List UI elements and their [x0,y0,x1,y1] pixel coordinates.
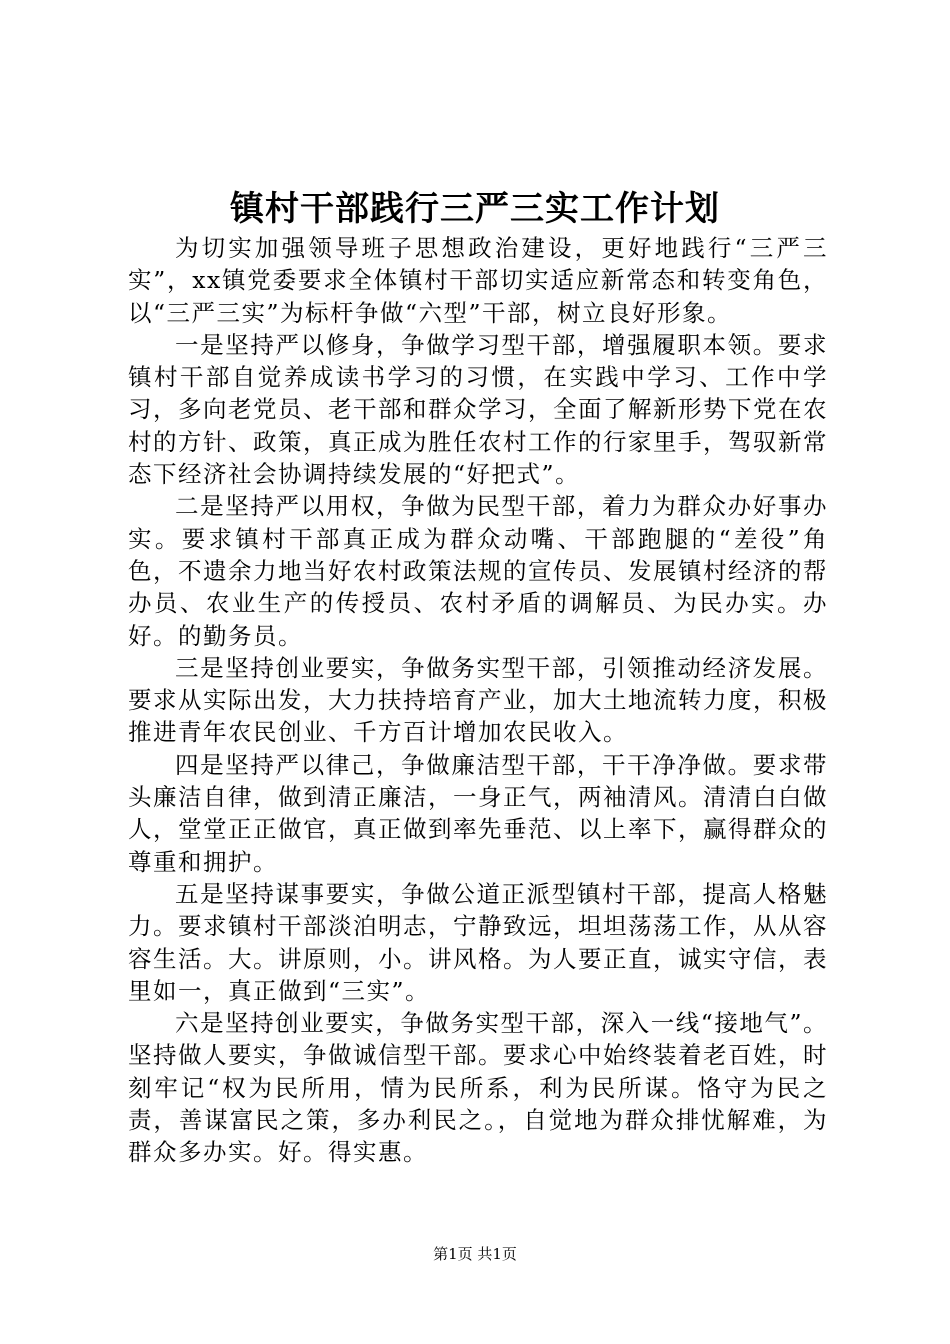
paragraph-point-2: 二是坚持严以用权，争做为民型干部，着力为群众办好事办实。要求镇村干部真正成为群众动嘴、干部跑腿的“差役”角色，不遗余力地当好农村政策法规的宣传员、发展镇村经济的帮办员、农业生产的传授员、农村矛盾的调解员、为民办实。办好。的勤务员。 [128,492,828,650]
page-footer: 第1页 共1页 [433,1245,517,1263]
paragraph-point-1: 一是坚持严以修身，争做学习型干部，增强履职本领。要求镇村干部自觉养成读书学习的习惯，在实践中学习、工作中学习，多向老党员、老干部和群众学习，全面了解新形势下党在农村的方针、政策，真正成为胜任农村工作的行家里手，驾驭新常态下经济社会协调持续发展的“好把式”。 [128,330,828,489]
paragraph-intro: 为切实加强领导班子思想政治建设，更好地践行“三严三实”，xx镇党委要求全体镇村干部切实适应新常态和转变角色，以“三严三实”为标杆争做“六型”干部，树立良好形象。 [128,234,828,327]
document-body [128,232,828,1169]
document-title: 镇村干部践行三严三实工作计划 [230,189,720,229]
paragraph-point-5: 五是坚持谋事要实，争做公道正派型镇村干部，提高人格魅力。要求镇村干部淡泊明志，宁静致远，坦坦荡荡工作，从从容容生活。大。讲原则，小。讲风格。为人要正直，诚实守信，表里如一，真正做到“三实”。 [128,879,828,1005]
paragraph-point-6: 六是坚持创业要实，争做务实型干部，深入一线“接地气”。坚持做人要实，争做诚信型干部。要求心中始终装着老百姓，时刻牢记“权为民所用，情为民所系，利为民所谋。恪守为民之责，善谋富民之策，多办利民之。，自觉地为群众排忧解难，为群众多办实。好。得实惠。 [128,1009,828,1167]
paragraph-point-3: 三是坚持创业要实，争做务实型干部，引领推动经济发展。要求从实际出发，大力扶持培育产业，加大土地流转力度，积极推进青年农民创业、千方百计增加农民收入。 [128,653,828,747]
paragraph-point-4: 四是坚持严以律己，争做廉洁型干部，干干净净做。要求带头廉洁自律，做到清正廉洁，一身正气，两袖清风。清清白白做人，堂堂正正做官，真正做到率先垂范、以上率下，赢得群众的尊重和拥护。 [128,750,828,876]
